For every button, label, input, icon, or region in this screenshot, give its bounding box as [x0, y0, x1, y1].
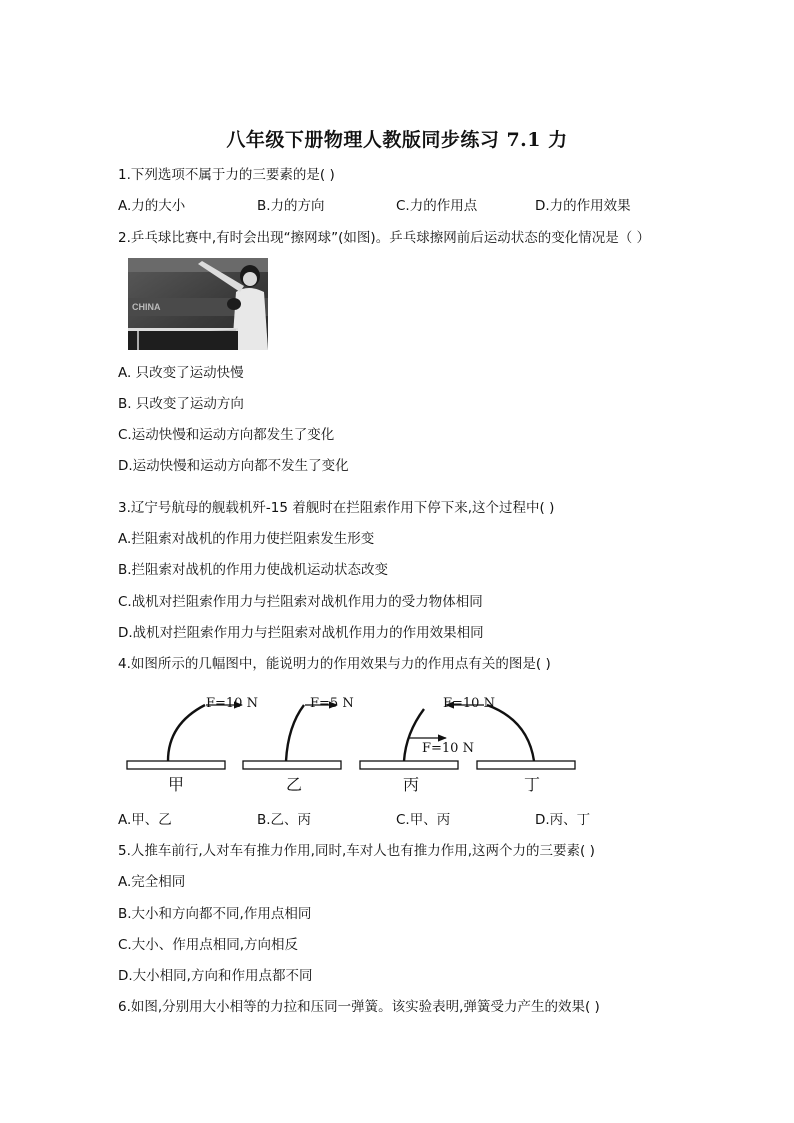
- base-ding: [477, 761, 575, 769]
- figure-label-jia: 甲: [168, 775, 185, 794]
- q3-option-d: D.战机对拦阻索作用力与拦阻索对战机作用力的作用效果相同: [118, 625, 484, 641]
- q3-option-a: A.拦阻索对战机的作用力使拦阻索发生形变: [118, 531, 375, 547]
- q2-option-c: C.运动快慢和运动方向都发生了变化: [118, 427, 335, 443]
- q3-option-b: B.拦阻索对战机的作用力使战机运动状态改变: [118, 562, 389, 578]
- q5-option-a: A.完全相同: [118, 874, 186, 890]
- q2-option-a: A. 只改变了运动快慢: [118, 365, 244, 381]
- photo-banner-text: CHINA: [132, 302, 161, 312]
- q5-option-c: C.大小、作用点相同,方向相反: [118, 937, 299, 953]
- q1-option-c: C.力的作用点: [396, 198, 478, 214]
- q4-option-b: B.乙、丙: [257, 812, 312, 828]
- page-title: 八年级下册物理人教版同步练习 7.1 力: [226, 129, 568, 151]
- q1-option-a: A.力的大小: [118, 198, 186, 214]
- strip-jia: [168, 705, 205, 761]
- strip-bing: [404, 709, 424, 761]
- q6-stem: 6.如图,分别用大小相等的力拉和压同一弹簧。该实验表明,弹簧受力产生的效果( ): [118, 999, 600, 1015]
- force-label-jia: F=10 N: [206, 696, 258, 711]
- figure-label-yi: 乙: [286, 775, 303, 794]
- q5-option-b: B.大小和方向都不同,作用点相同: [118, 906, 312, 922]
- force-diagram: [118, 688, 588, 798]
- figure-label-bing: 丙: [403, 775, 420, 794]
- q2-option-b: B. 只改变了运动方向: [118, 396, 244, 412]
- q1-stem: 1.下列选项不属于力的三要素的是( ): [118, 167, 335, 183]
- base-jia: [127, 761, 225, 769]
- q4-option-c: C.甲、丙: [396, 812, 451, 828]
- q4-option-a: A.甲、乙: [118, 812, 172, 828]
- q1-option-d: D.力的作用效果: [535, 198, 631, 214]
- q4-stem: 4.如图所示的几幅图中，能说明力的作用效果与力的作用点有关的图是( ): [118, 656, 551, 672]
- table-tennis-photo: [128, 258, 268, 350]
- q2-stem: 2.乒乓球比赛中,有时会出现“擦网球”(如图)。乒乓球擦网前后运动状态的变化情况是（ ）: [118, 230, 650, 246]
- q5-option-d: D.大小相同,方向和作用点都不同: [118, 968, 313, 984]
- q3-stem: 3.辽宁号航母的舰载机歼-15 着舰时在拦阻索作用下停下来,这个过程中( ): [118, 500, 555, 516]
- q4-option-d: D.丙、丁: [535, 812, 591, 828]
- strip-yi: [286, 705, 304, 761]
- figure-label-ding: 丁: [524, 775, 541, 794]
- q1-option-b: B.力的方向: [257, 198, 325, 214]
- q2-option-d: D.运动快慢和运动方向都不发生了变化: [118, 458, 349, 474]
- strip-ding: [487, 705, 534, 761]
- q3-option-c: C.战机对拦阻索作用力与拦阻索对战机作用力的受力物体相同: [118, 594, 483, 610]
- force-label-bing: F=10 N: [422, 741, 474, 756]
- base-yi: [243, 761, 341, 769]
- base-bing: [360, 761, 458, 769]
- force-label-ding: F=10 N: [443, 696, 495, 711]
- q5-stem: 5.人推车前行,人对车有推力作用,同时,车对人也有推力作用,这两个力的三要素( ): [118, 843, 595, 859]
- force-label-yi: F=5 N: [310, 696, 354, 711]
